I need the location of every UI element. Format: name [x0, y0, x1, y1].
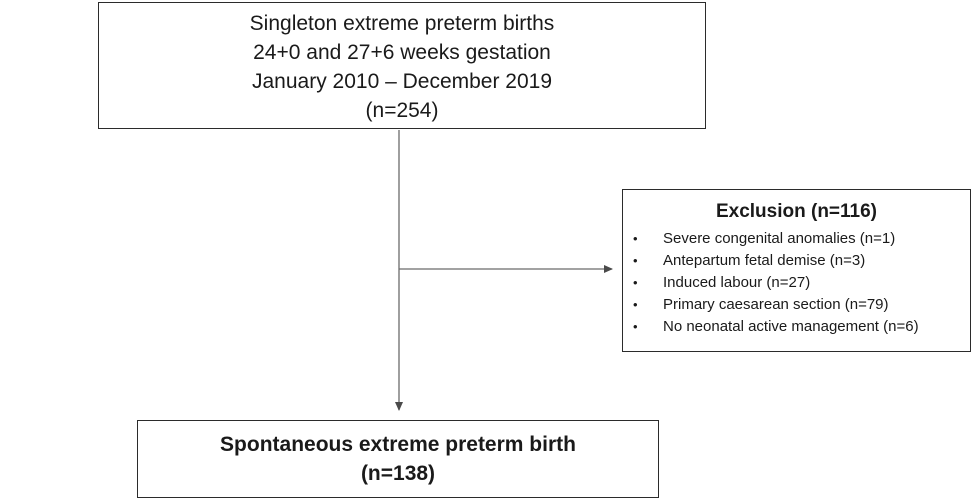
exclusion-item — [631, 250, 962, 272]
exclusion-item — [631, 228, 962, 250]
exclusion-item — [631, 294, 962, 316]
exclusion-item-label: No neonatal active management (n=6) — [663, 318, 919, 335]
final-cohort-count: (n=138) — [360, 462, 436, 485]
bullet-icon: • — [633, 297, 638, 312]
bullet-icon: • — [633, 231, 638, 246]
bullet-icon: • — [633, 319, 638, 334]
cohort-count: (n=254) — [365, 98, 439, 122]
final-cohort-box — [137, 420, 659, 498]
cohort-box — [98, 2, 706, 129]
exclusion-item — [631, 272, 962, 294]
exclusion-title: Exclusion (n=116) — [715, 201, 878, 222]
cohort-date-range: January 2010 – December 2019 — [251, 69, 553, 93]
bullet-icon: • — [633, 253, 638, 268]
final-cohort-title: Spontaneous extreme preterm birth — [220, 433, 576, 456]
exclusion-box — [622, 189, 971, 352]
cohort-gestation-range: 24+0 and 27+6 weeks gestation — [253, 40, 551, 64]
exclusion-item-label: Primary caesarean section (n=79) — [663, 296, 889, 313]
exclusion-item-label: Induced labour (n=27) — [663, 274, 811, 291]
bullet-icon: • — [633, 275, 638, 290]
exclusion-item-label: Severe congenital anomalies (n=1) — [663, 230, 896, 247]
exclusion-list — [631, 228, 962, 338]
exclusion-item-label: Antepartum fetal demise (n=3) — [663, 252, 866, 269]
exclusion-item — [631, 316, 962, 338]
cohort-title: Singleton extreme preterm births — [249, 11, 555, 35]
